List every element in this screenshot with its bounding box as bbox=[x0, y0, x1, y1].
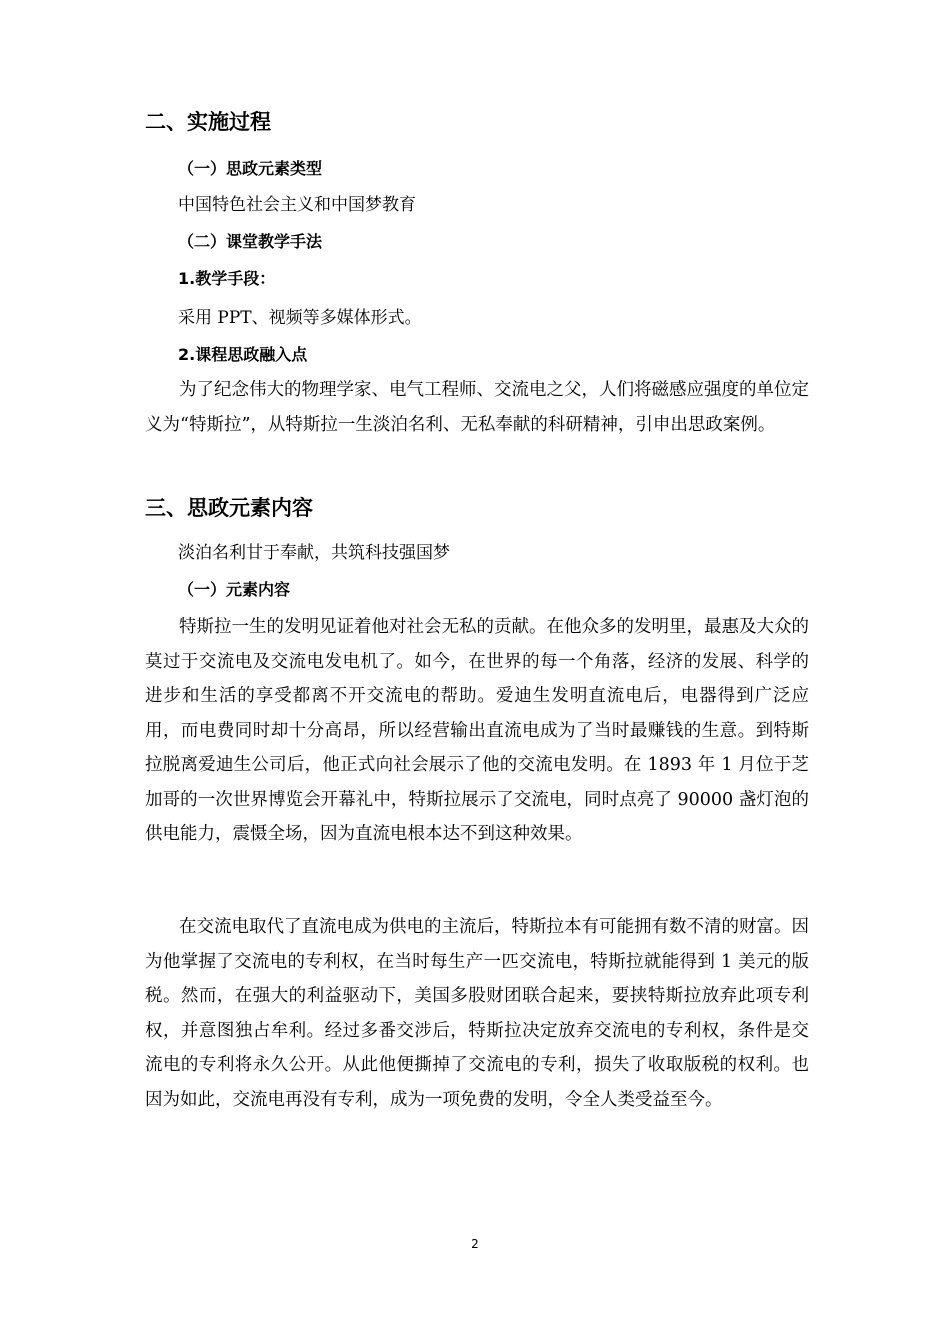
section-heading-element-content: 三、思政元素内容 bbox=[145, 496, 313, 520]
content-paragraph-1: 特斯拉一生的发明见证着他对社会无私的贡献。在他众多的发明里，最惠及大众的莫过于交流电及交流电发电机了。如今，在世界的每一个角落，经济的发展、科学的进步和生活的享受都离不开交流电的帮助。爱迪生发明直流电后，电器得到广泛应用，而电费同时却十分高昂，所以经营输出直流电成为了当时最赚钱的生意。到特斯拉脱离爱迪生公司后，他正式向社会展示了他的交流电发明。在 1893 年 1 月位于芝加哥的一次世界博览会开幕礼中，特斯拉展示了交流电，同时点亮了 90000 盏灯泡的供电能力，震慑全场，因为直流电根本达不到这种效果。 bbox=[145, 617, 809, 844]
subheading-element-type: （一）思政元素类型 bbox=[178, 159, 323, 178]
page-number: 2 bbox=[471, 1237, 479, 1251]
subheading-teaching-method: （二）课堂教学手法 bbox=[178, 232, 323, 251]
content-paragraph-2: 在交流电取代了直流电成为供电的主流后，特斯拉本有可能拥有数不清的财富。因为他掌握了交流电的专利权，在当时每生产一匹交流电，特斯拉就能得到 1 美元的版税。然而，在强大的利益驱动下，美国多股财团联合起来，要挟特斯拉放弃此项专利权，并意图独占牟利。经过多番交涉后，特斯拉决定放弃交流电的专利权，条件是交流电的专利将永久公开。从此他便撕掉了交流电的专利，损失了收取版税的权利。也因为如此，交流电再没有专利，成为一项免费的发明，令全人类受益至今。 bbox=[145, 917, 809, 1110]
theme-text: 淡泊名利甘于奉献，共筑科技强国梦 bbox=[178, 543, 450, 563]
teaching-means-text: 采用 PPT、视频等多媒体形式。 bbox=[178, 308, 422, 328]
section-heading-implementation: 二、实施过程 bbox=[145, 110, 271, 134]
integration-point-paragraph: 为了纪念伟大的物理学家、电气工程师、交流电之父，人们将磁感应强度的单位定义为“特斯拉”，从特斯拉一生淡泊名利、无私奉献的科研精神，引申出思政案例。 bbox=[145, 380, 809, 435]
element-type-text: 中国特色社会主义和中国梦教育 bbox=[178, 195, 416, 215]
item-teaching-means-heading: 1.教学手段： bbox=[178, 269, 276, 288]
subheading-element-content: （一）元素内容 bbox=[178, 580, 291, 599]
item-integration-point-heading: 2.课程思政融入点 bbox=[178, 345, 308, 364]
